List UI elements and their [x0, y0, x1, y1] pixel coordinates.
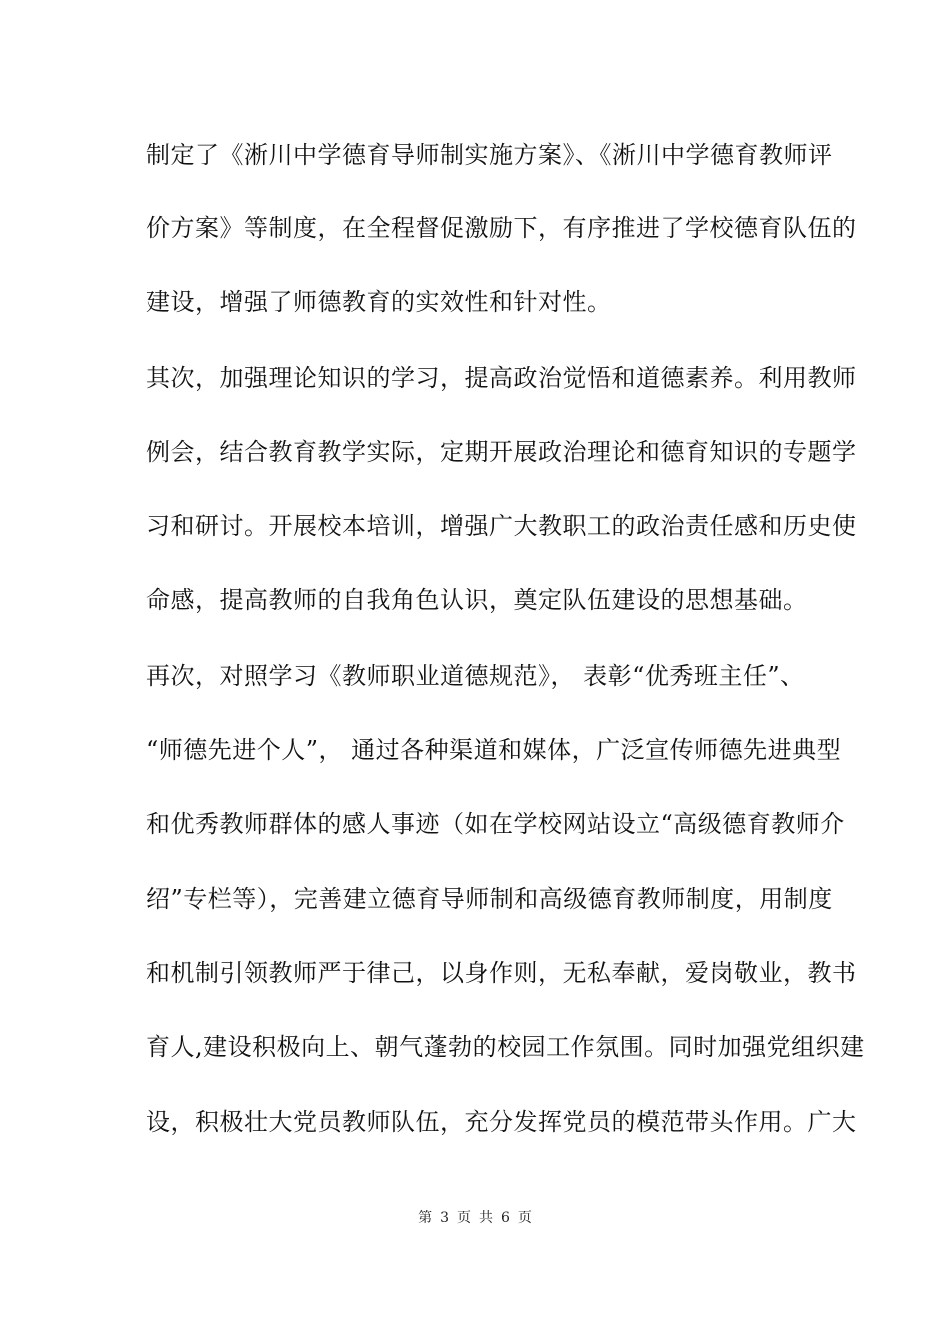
text-line-11: 绍”专栏等），完善建立德育导师制和高级德育教师制度，用制度 [146, 885, 833, 913]
footer-current-page: 3 [440, 1210, 449, 1226]
text-line-2: 价方案》等制度，在全程督促激励下，有序推进了学校德育队伍的 [146, 214, 857, 242]
text-line-12: 和机制引领教师严于律己，以身作则，无私奉献，爱岗敬业，教书 [146, 959, 857, 987]
text-line-4: 其次，加强理论知识的学习，提高政治觉悟和道德素养。利用教师 [146, 364, 857, 392]
footer-middle2: 共 [479, 1210, 493, 1226]
text-line-3: 建设，增强了师德教育的实效性和针对性。 [146, 288, 612, 316]
footer-prefix: 第 [418, 1210, 433, 1226]
text-line-1: 制定了《淅川中学德育导师制实施方案》、《淅川中学德育教师评 [146, 141, 833, 169]
text-line-6: 习和研讨。开展校本培训，增强广大教职工的政治责任感和历史使 [146, 512, 857, 540]
text-line-7: 命感，提高教师的自我角色认识，奠定队伍建设的思想基础。 [146, 586, 808, 614]
text-line-9: “师德先进个人”， 通过各种渠道和媒体，广泛宣传师德先进典型 [146, 736, 842, 764]
footer-middle1: 页 [457, 1210, 471, 1226]
page-number-footer [0, 1209, 950, 1227]
text-line-10: 和优秀教师群体的感人事迹（如在学校网站设立“高级德育教师介 [146, 810, 845, 838]
text-line-14: 设，积极壮大党员教师队伍，充分发挥党员的模范带头作用。广大 [146, 1108, 857, 1136]
footer-suffix: 页 [517, 1210, 532, 1226]
footer-total-pages: 6 [501, 1210, 510, 1226]
text-line-13: 育人,建设积极向上、朝气蓬勃的校园工作氛围。同时加强党组织建 [146, 1033, 865, 1061]
text-line-5: 例会，结合教育教学实际，定期开展政治理论和德育知识的专题学 [146, 438, 857, 466]
text-line-8: 再次，对照学习《教师职业道德规范》， 表彰“优秀班主任”、 [146, 662, 805, 690]
